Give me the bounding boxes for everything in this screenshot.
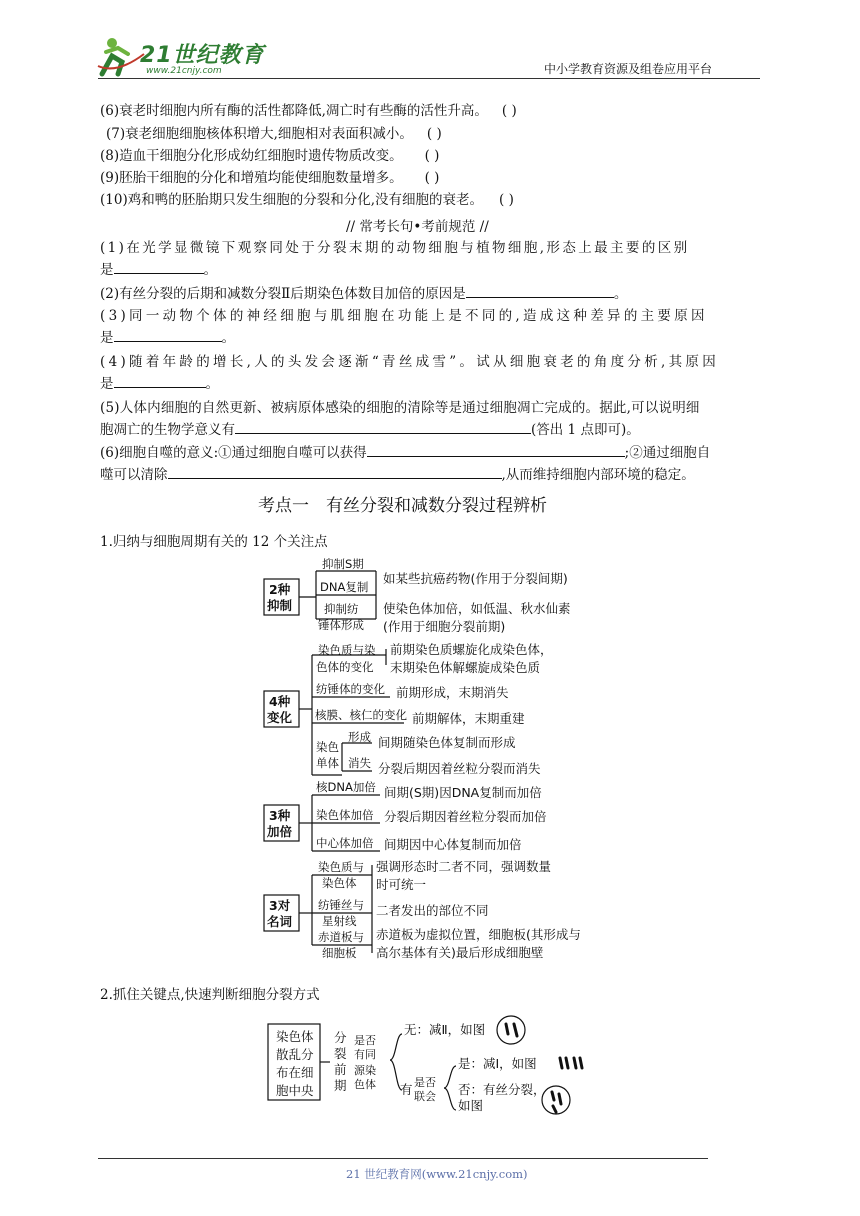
long-q6-line1: (6)细胞自噬的意义:①通过细胞自噬可以获得 ;②通过细胞自	[100, 445, 711, 461]
g3-label-1: 3种	[269, 808, 291, 823]
g3-b3-label: 中心体加倍	[316, 836, 374, 850]
g2-b3-desc: 前期解体，末期重建	[412, 711, 525, 726]
answer-blank[interactable]	[114, 374, 206, 388]
g2-b1-label-1: 染色质与染	[318, 643, 376, 657]
long-q1-line1: (1)在光学显微镜下观察同处于分裂末期的动物细胞与植物细胞,形态上最主要的区别	[100, 240, 690, 256]
g1-b2-label-2: 锤体形成	[318, 618, 364, 632]
g1-b1-label-1: 抑制S期	[322, 557, 364, 571]
g2-b4-s2: 消失	[348, 756, 371, 770]
footer-text[interactable]: 21 世纪教育网(www.21cnjy.com)	[346, 1167, 528, 1181]
g1-b2-label-1: 抑制纺	[324, 602, 359, 616]
g2-b1-label-2: 色体的变化	[316, 660, 374, 674]
g4-b3-desc-2: 高尔基体有关)最后形成细胞壁	[376, 945, 544, 960]
d2-col-4: 期	[334, 1078, 347, 1093]
long-q3-line2: 是 。	[100, 330, 235, 346]
answer-blank[interactable]	[367, 443, 625, 457]
division-judgement-diagram	[264, 1014, 604, 1124]
header-rule	[98, 78, 760, 79]
g2-b2-desc: 前期形成，末期消失	[396, 685, 509, 700]
g3-label-2: 加倍	[267, 824, 293, 839]
g2-b2-label: 纺锤体的变化	[316, 682, 385, 696]
g4-b3-desc-1: 赤道板为虚拟位置，细胞板(其形成与	[376, 927, 581, 942]
g1-b2-desc-1: 使染色体加倍，如低温、秋水仙素	[383, 601, 571, 616]
answer-paren[interactable]: ( )	[499, 192, 514, 208]
long-q3-line1: (3)同一动物个体的神经细胞与肌细胞在功能上是不同的,造成这种差异的主要原因	[100, 308, 708, 324]
g2-b3-label: 核膜、核仁的变化	[315, 708, 407, 722]
long-q1-line2: 是 。	[100, 262, 217, 278]
g3-b2-desc: 分裂后期因着丝粒分裂而加倍	[384, 809, 547, 824]
g3-b3-desc: 间期因中心体复制而加倍	[384, 837, 522, 852]
d2-q1-4: 色体	[354, 1078, 376, 1091]
d2-no2-2: 如图	[458, 1098, 484, 1113]
subheading-2: 2.抓住关键点,快速判断细胞分裂方式	[100, 987, 320, 1003]
long-q5-line1: (5)人体内细胞的自然更新、被病原体感染的细胞的清除等是通过细胞凋亡完成的。据此,可以说明细	[100, 400, 700, 416]
header-right-text: 中小学教育资源及组卷应用平台	[544, 62, 713, 76]
g4-b3-label-2: 细胞板	[322, 946, 357, 960]
long-q5-line2: 胞凋亡的生物学意义有 (答出 1 点即可)。	[100, 422, 640, 438]
answer-paren[interactable]: ( )	[426, 126, 442, 142]
answer-blank[interactable]	[114, 260, 204, 274]
long-q2: (2)有丝分裂的后期和减数分裂Ⅱ后期染色体数目加倍的原因是 。	[100, 286, 628, 302]
g2-b1-desc-2: 末期染色体解螺旋成染色质	[390, 660, 541, 675]
d2-yes2: 是：减Ⅰ，如图	[458, 1056, 537, 1071]
answer-blank[interactable]	[235, 420, 531, 434]
g2-b4-s1-desc: 间期随染色体复制而形成	[378, 735, 516, 750]
g4-label-2: 名词	[267, 914, 293, 929]
d2-col-1: 分	[334, 1030, 347, 1045]
long-q6-line2: 噬可以清除 ,从而维持细胞内部环境的稳定。	[100, 467, 695, 483]
g1-label-2: 抑制	[267, 598, 293, 613]
long-q4-line2: 是 。	[100, 376, 219, 392]
g1-b2-desc-2: (作用于细胞分裂前期)	[383, 619, 506, 634]
judge-item-9: (9)胚胎干细胞的分化和增殖均能使细胞数量增多。 ( )	[100, 170, 440, 186]
answer-blank[interactable]	[114, 328, 222, 342]
logo-url: www.21cnjy.com	[146, 66, 222, 76]
judge-item-8: (8)造血干细胞分化形成幼红细胞时遗传物质改变。 ( )	[100, 148, 440, 164]
answer-paren[interactable]: ( )	[424, 170, 440, 186]
g4-b2-label-1: 纺锤丝与	[318, 898, 364, 912]
judge-item-10: (10)鸡和鸭的胚胎期只发生细胞的分裂和分化,没有细胞的衰老。 ( )	[100, 192, 514, 208]
answer-blank[interactable]	[168, 465, 502, 479]
cell-cycle-diagram	[250, 555, 630, 965]
g2-label-2: 变化	[267, 710, 293, 725]
d2-q1-1: 是否	[354, 1034, 376, 1047]
d2-col-3: 前	[334, 1062, 347, 1077]
logo-title: 21世纪教育	[140, 43, 265, 68]
g2-b4-s1: 形成	[348, 730, 371, 744]
d2-q1-2: 有同	[354, 1048, 376, 1061]
g3-b2-label: 染色体加倍	[316, 808, 374, 822]
answer-blank[interactable]	[466, 284, 614, 298]
d2-no: 无：减Ⅱ，如图	[404, 1022, 486, 1037]
g3-b1-desc: 间期(S期)因DNA复制而加倍	[384, 785, 542, 800]
g1-label-1: 2种	[269, 582, 291, 597]
g4-b1-label-2: 染色体	[322, 876, 357, 890]
kaodian-title: 考点一 有丝分裂和减数分裂过程辨析	[258, 496, 547, 516]
g2-b4-label-2: 单体	[316, 756, 339, 770]
d2-box-1: 染色体	[276, 1029, 314, 1044]
g4-b3-label-1: 赤道板与	[318, 930, 364, 944]
section-banner: // 常考长句•考前规范 //	[346, 219, 489, 235]
subheading-1: 1.归纳与细胞周期有关的 12 个关注点	[100, 534, 328, 550]
g2-label-1: 4种	[269, 694, 291, 709]
g4-b2-label-2: 星射线	[322, 914, 357, 928]
d2-no2-1: 否：有丝分裂，	[458, 1082, 546, 1097]
d2-box-2: 散乱分	[276, 1047, 314, 1062]
g4-b1-desc-2: 时可统一	[376, 877, 427, 892]
judge-item-6: (6)衰老时细胞内所有酶的活性都降低,凋亡时有些酶的活性升高。 ( )	[100, 103, 517, 119]
g2-b4-s2-desc: 分裂后期因着丝粒分裂而消失	[378, 761, 541, 776]
answer-paren[interactable]: ( )	[424, 148, 440, 164]
d2-q2-1: 是否	[414, 1076, 436, 1089]
g1-b1-label-2: DNA复制	[320, 580, 369, 594]
long-q4-line1: (4)随着年龄的增长,人的头发会逐渐“青丝成雪”。试从细胞衰老的角度分析,其原因	[100, 354, 720, 370]
g2-b1-desc-1: 前期染色质螺旋化成染色体，	[390, 642, 553, 657]
d2-box-4: 胞中央	[276, 1083, 314, 1098]
g4-b1-desc-1: 强调形态时二者不同，强调数量	[376, 859, 552, 874]
g4-b2-desc: 二者发出的部位不同	[376, 903, 489, 918]
d2-q2-2: 联会	[414, 1090, 436, 1103]
answer-paren[interactable]: ( )	[501, 103, 517, 119]
g3-b1-label: 核DNA加倍	[316, 780, 376, 794]
g4-b1-label-1: 染色质与	[318, 860, 364, 874]
d2-box-3: 布在细	[276, 1065, 314, 1080]
d2-col-2: 裂	[334, 1046, 347, 1061]
g4-label-1: 3对	[269, 898, 291, 913]
judge-item-7: (7)衰老细胞细胞核体积增大,细胞相对表面积减小。 ( )	[106, 126, 442, 142]
footer-rule	[98, 1158, 708, 1159]
d2-q1-3: 源染	[354, 1064, 376, 1077]
d2-yes: 有	[400, 1082, 413, 1097]
g2-b4-label-1: 染色	[316, 740, 339, 754]
g1-b1-desc: 如某些抗癌药物(作用于分裂间期)	[383, 571, 568, 586]
